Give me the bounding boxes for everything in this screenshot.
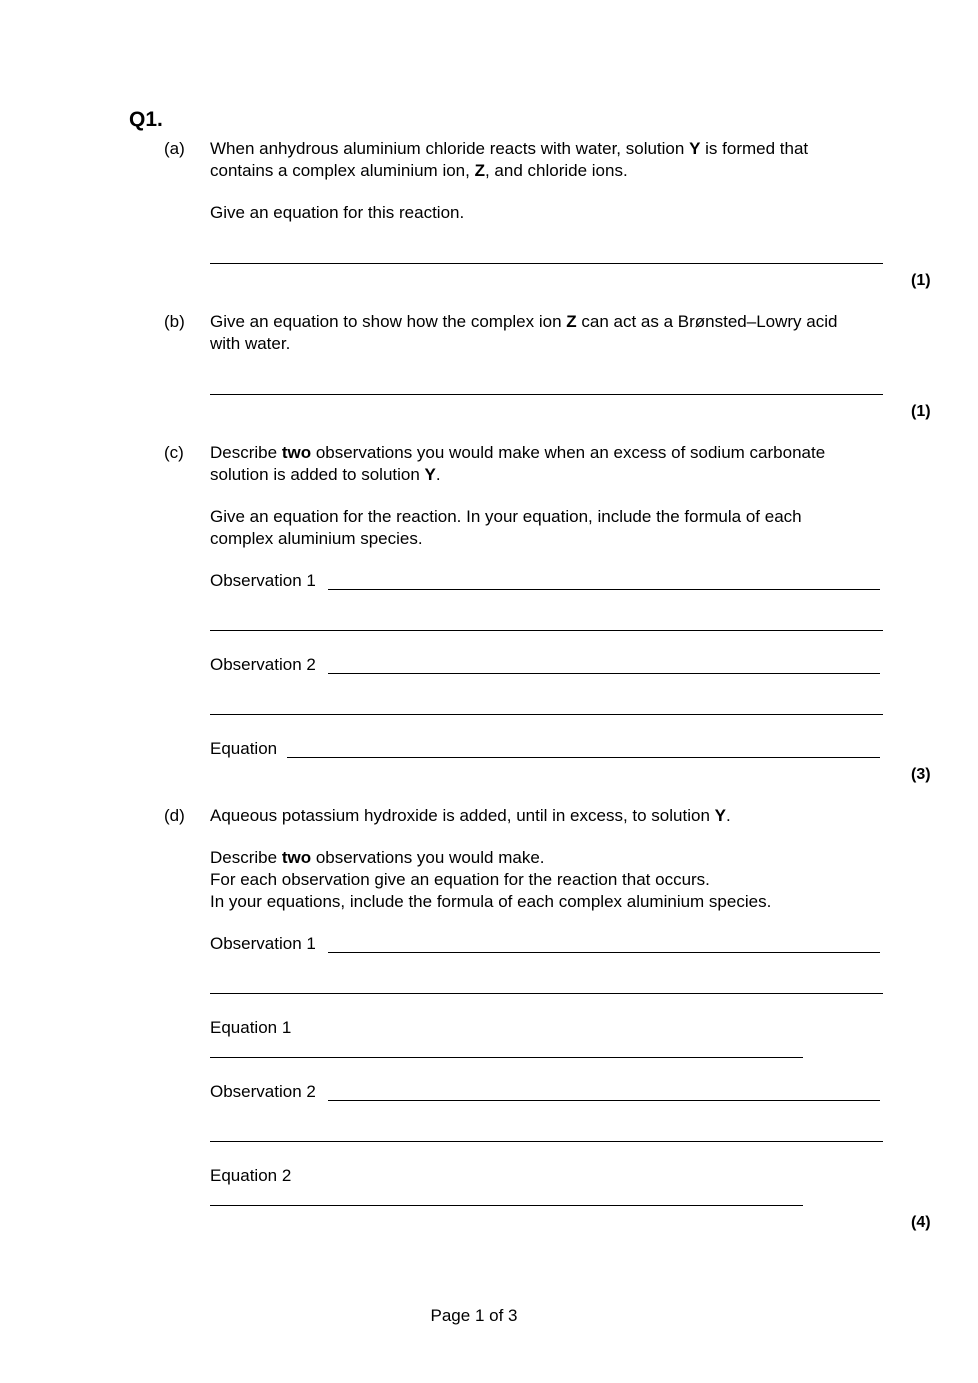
- part-d-instruction-line1: Describe two observations you would make.: [210, 848, 545, 867]
- part-d-observation1-line[interactable]: [328, 952, 880, 953]
- part-c-observation2-line[interactable]: [328, 673, 880, 674]
- part-d-observation2-label: Observation 2: [210, 1082, 316, 1101]
- part-a-answer-line[interactable]: [210, 263, 883, 264]
- part-d-text-line1: Aqueous potassium hydroxide is added, until in excess, to solution Y.: [210, 806, 731, 825]
- part-d-observation1-line2[interactable]: [210, 993, 883, 994]
- part-a-text-line2: contains a complex aluminium ion, Z, and chloride ions.: [210, 161, 628, 180]
- part-c-instruction-line1: Give an equation for the reaction. In your equation, include the formula of each: [210, 507, 802, 526]
- part-d-equation2-line[interactable]: [210, 1205, 803, 1206]
- part-c-instruction-line2: complex aluminium species.: [210, 529, 423, 548]
- part-a-marks: (1): [911, 272, 931, 289]
- part-d-instruction-line2: For each observation give an equation for the reaction that occurs.: [210, 870, 710, 889]
- part-b-answer-line[interactable]: [210, 394, 883, 395]
- part-c-label: (c): [164, 443, 184, 462]
- part-c-marks: (3): [911, 766, 931, 783]
- part-d-label: (d): [164, 806, 185, 825]
- part-d-marks: (4): [911, 1214, 931, 1231]
- part-b-text-line2: with water.: [210, 334, 291, 353]
- part-c-observation2-line2[interactable]: [210, 714, 883, 715]
- part-d-equation1-label: Equation 1: [210, 1018, 292, 1037]
- part-a-instruction: Give an equation for this reaction.: [210, 203, 465, 222]
- part-c-equation-label: Equation: [210, 739, 278, 758]
- part-a-label: (a): [164, 139, 185, 158]
- part-b-label: (b): [164, 312, 185, 331]
- part-c-text-line2: solution is added to solution Y.: [210, 465, 441, 484]
- part-d-observation1-label: Observation 1: [210, 934, 316, 953]
- part-c-observation1-label: Observation 1: [210, 571, 316, 590]
- part-c-text-line1: Describe two observations you would make when an excess of sodium carbonate: [210, 443, 826, 462]
- question-number: Q1.: [129, 108, 163, 131]
- part-d-instruction-line3: In your equations, include the formula of each complex aluminium species.: [210, 892, 772, 911]
- page-number: Page 1 of 3: [430, 1306, 518, 1325]
- part-d-observation2-line2[interactable]: [210, 1141, 883, 1142]
- part-c-observation1-line[interactable]: [328, 589, 880, 590]
- part-d-equation1-line[interactable]: [210, 1057, 803, 1058]
- part-c-observation1-line2[interactable]: [210, 630, 883, 631]
- part-c-equation-line[interactable]: [287, 757, 880, 758]
- part-b-text-line1: Give an equation to show how the complex ion Z can act as a Brønsted–Lowry acid: [210, 312, 838, 331]
- part-a-text-line1: When anhydrous aluminium chloride reacts with water, solution Y is formed that: [210, 139, 809, 158]
- part-c-observation2-label: Observation 2: [210, 655, 316, 674]
- part-d-equation2-label: Equation 2: [210, 1166, 292, 1185]
- part-b-marks: (1): [911, 403, 931, 420]
- part-d-observation2-line[interactable]: [328, 1100, 880, 1101]
